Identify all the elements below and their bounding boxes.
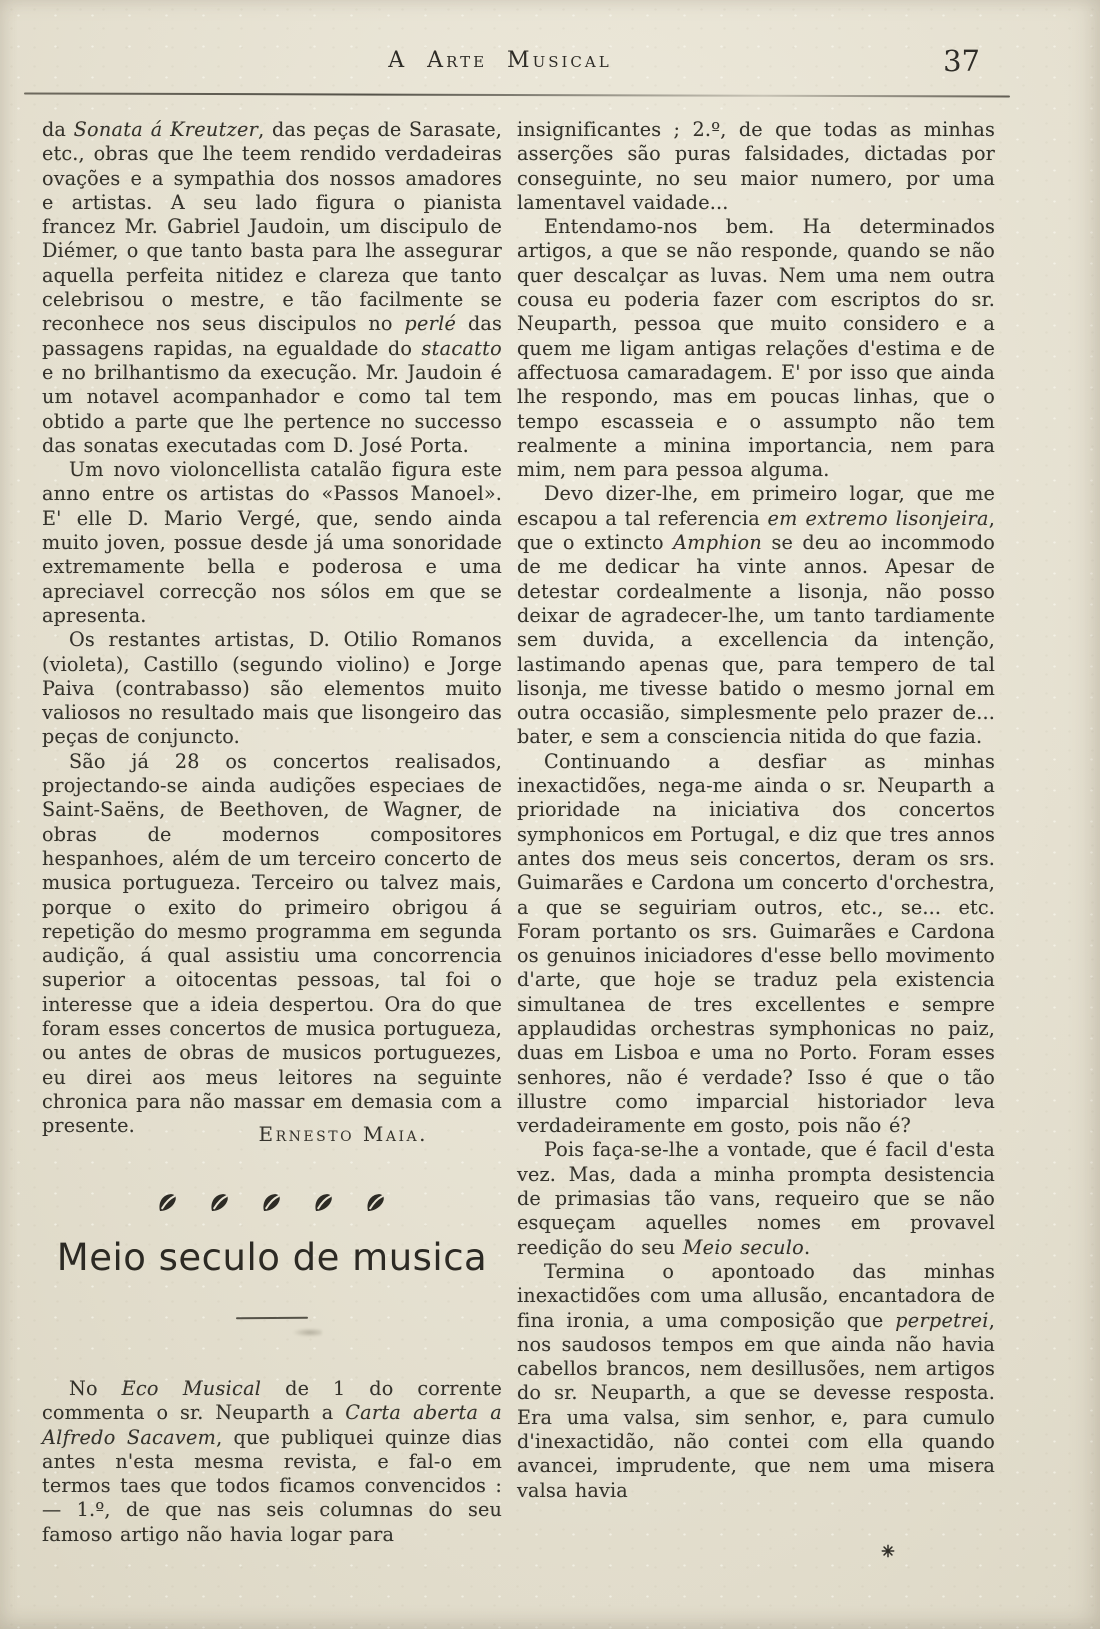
leaf-ornament-icon xyxy=(313,1192,335,1212)
paragraph xyxy=(517,215,995,482)
leaf-ornament-icon xyxy=(365,1192,387,1212)
text-run: das passagens rapidas, na egualdade do xyxy=(42,312,502,360)
text-run: São já 28 os concertos realisados, projectando-se ainda audições especiaes de Saint-Saëns, de Beethoven, de Wagner, de obras de modernos compositores hespanhoes, além de um terceiro concerto de musica portugueza. Terceiro ou talvez mais, porque o exito do primeiro obrigou á repetição do mesmo programma em segunda audição, á qual assistiu uma concorrencia superior a oitocentas pessoas, tal foi o interesse que a ideia despertou. Ora do que foram esses concertos de musica portugueza, ou antes de obras de musicos portuguezes, eu direi aos meus leitores na seguinte chronica para não massar em demasia com a presente. xyxy=(42,749,502,1138)
author-signature: Ernesto Maia. xyxy=(258,1122,428,1146)
text-run: , das peças de Sarasate, etc., obras que lhe teem rendido verdadeiras ovações e a sympathia dos nossos amadores e artistas. A seu lado figura o pianista francez Mr. Gabriel Jaudoin, um discipulo de Diémer, o que tanto basta para lhe assegurar aquella perfeita nitidez e clareza que tanto celebrisou o mestre, e tão facilmente se reconhece nos seus discipulos no xyxy=(42,118,502,336)
text-run: Continuando a desfiar as minhas inexactidões, nega-me ainda o sr. Neuparth a prioridade na iniciativa dos concertos symphonicos em Portugal, e diz que tres annos antes dos meus seis concertos, deram os srs. Guimarães e Cardona um concerto d'orchestra, a que se seguiriam outros, etc., se... etc. Foram portanto os srs. Guimarães e Cardona os genuinos iniciadores d'esse bello movimento d'arte, que hoje se traduz pela existencia simultanea de tres excellentes e sempre applaudidas orchestras symphonicas no paiz, duas em Lisboa e uma no Porto. Foram esses senhores, não é verdade? Isso é que o tão illustre como imparcial historiador leva verdadeiramente em gosto, pois não é? xyxy=(517,749,995,1138)
footnote-star-icon xyxy=(881,1544,895,1558)
italic-text: Carta aberta a Alfredo Sacavem xyxy=(42,1401,502,1449)
paragraph xyxy=(517,1260,995,1503)
text-run: e no brilhantismo da execução. Mr. Jaudoin é um notavel acompanhador e como tal tem obtido a parte que lhe pertence no successo das sonatas executadas com D. José Porta. xyxy=(42,360,502,457)
italic-text: Amphion xyxy=(673,531,762,555)
text-run: No xyxy=(69,1377,122,1400)
left-column xyxy=(42,118,502,1138)
section-divider xyxy=(236,1317,308,1320)
italic-text: Sonata á Kreutzer xyxy=(73,118,259,141)
leaf-ornament-icon xyxy=(157,1192,179,1212)
paragraph xyxy=(42,750,502,1139)
text-run: da xyxy=(42,118,74,141)
text-run: , que publiquei quinze dias antes n'esta mesma revista, e fal-o em termos taes que todos ficamos convencidos : — 1.º, de que nas seis columnas do seu famoso artigo não havia logar para xyxy=(42,1425,502,1546)
paragraph xyxy=(42,458,502,628)
italic-text: perlé xyxy=(404,312,457,336)
text-run: Entendamo-nos bem. Ha determinados artigos, a que se não responde, quando se não quer descalçar as luvas. Nem uma nem outra cousa eu poderia fazer com escriptos do sr. Neuparth, pessoa que muito considero e a quem me ligam antigas relações d'estima e de affectuosa camaradagem. E' por isso que ainda lhe respondo, mas em poucas linhas, que o tempo escasseia e o assumpto não tem realmente a minina importancia, nem para mim, nem para pessoa alguma. xyxy=(517,215,995,482)
paragraph xyxy=(517,1138,995,1259)
italic-text: Eco Musical xyxy=(121,1377,262,1400)
leaf-ornament-icon xyxy=(261,1192,283,1212)
left-column-bottom xyxy=(42,1122,502,1547)
text-run: , que o extincto xyxy=(517,506,995,555)
paragraph xyxy=(517,118,995,215)
text-run: Pois faça-se-lhe a vontade, que é facil d'esta vez. Mas, dada a minha prompta desistencia de primasias tão vans, requeiro que se não esqueçam aquelles nomes em provavel reedição do seu xyxy=(517,1138,995,1259)
italic-text: em extremo lisonjeira xyxy=(767,506,989,530)
ornament-row xyxy=(42,1192,502,1212)
article-title: Meio seculo de musica xyxy=(56,1236,488,1279)
paragraph xyxy=(517,750,995,1139)
text-run: Devo dizer-lhe, em primeiro logar, que me escapou a tal referencia xyxy=(517,482,995,530)
text-run: insignificantes ; 2.º, de que todas as minhas asserções são puras falsidades, dictadas por conseguinte, no seu maior numero, por uma lamentavel vaidade... xyxy=(517,118,995,214)
header-rule xyxy=(24,92,1010,97)
print-smudge xyxy=(292,1328,322,1337)
italic-text: Meio seculo xyxy=(682,1235,805,1259)
text-run: Termina o apontoado das minhas inexactidões com uma allusão, encantadora de fina ironia, a uma composição que xyxy=(517,1259,995,1332)
italic-text: stacatto xyxy=(421,336,502,360)
text-run: Um novo violoncellista catalão figura este anno entre os artistas do «Passos Manoel». E' elle D. Mario Vergé, que, sendo ainda muito joven, possue desde já uma sonoridade extremamente bella e poderosa e uma apreciavel correcção nos sólos em que se apresenta. xyxy=(42,458,502,627)
page-header xyxy=(0,0,1100,100)
text-run: . xyxy=(804,1235,811,1259)
paragraph xyxy=(42,628,502,749)
text-run: se deu ao incommodo de me dedicar ha vinte annos. Apesar de detestar cordealmente a lisonja, não posso deixar de agradecer-lhe, um tanto tardiamente sem duvida, a excellencia da intenção, lastimando apenas que, para tempero de tal lisonja, me tivesse batido o mesmo jornal em outra occasião, simplesmente pelo prazer de... bater, e sem a consciencia nitida do que fazia. xyxy=(517,531,995,749)
text-run: , nos saudosos tempos em que ainda não havia cabellos brancos, nem desillusões, nem artigos do sr. Neuparth, a que se devesse resposta. Era uma valsa, sim senhor, e, para cumulo d'inexactidão, não contei com ella quando avancei, imprudente, que nem uma misera valsa havia xyxy=(517,1308,995,1502)
journal-title: A Arte Musical xyxy=(388,48,612,73)
text-run: de 1 do corrente commenta o sr. Neuparth a xyxy=(42,1377,502,1425)
paragraph xyxy=(42,1377,502,1547)
paragraph xyxy=(517,482,995,749)
italic-text: perpetrei xyxy=(895,1308,989,1332)
right-column xyxy=(517,118,995,1503)
leaf-ornament-icon xyxy=(209,1192,231,1212)
paragraph xyxy=(42,118,502,458)
text-run: Os restantes artistas, D. Otilio Romanos (violeta), Castillo (segundo violino) e Jorge Paiva (contrabasso) são elementos muito valiosos no resultado mais que lisongeiro das peças de conjuncto. xyxy=(42,628,502,749)
page-number: 37 xyxy=(943,44,980,78)
